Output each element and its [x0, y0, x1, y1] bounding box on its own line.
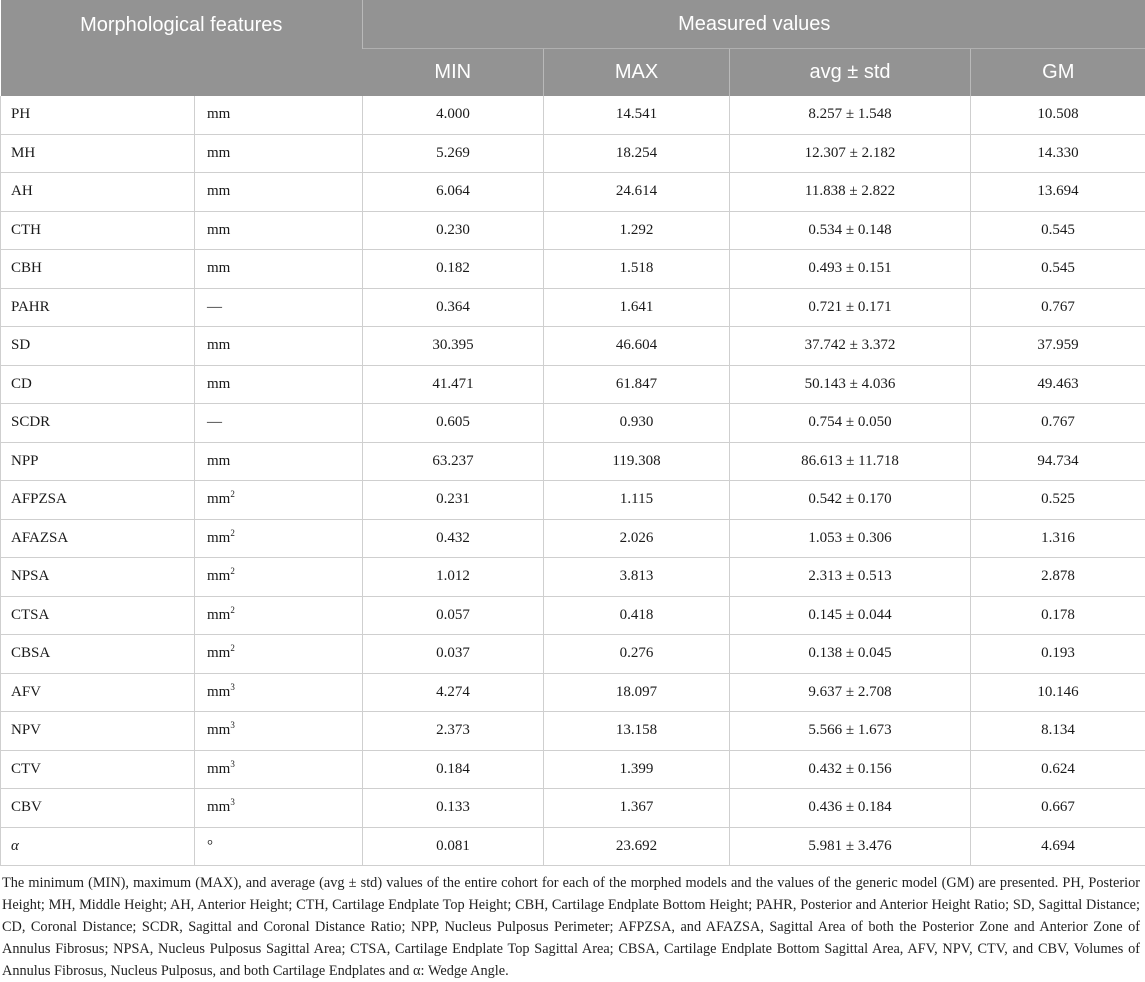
- unit-cell: [195, 404, 363, 443]
- col-header-avg-std: avg ± std: [730, 49, 971, 97]
- min-cell: 0.432: [363, 519, 544, 558]
- table-row: [1, 404, 1145, 443]
- unit-cell: [195, 789, 363, 828]
- avg-std-cell: 37.742 ± 3.372: [730, 327, 971, 366]
- unit-exponent: 3: [230, 720, 235, 730]
- max-cell: 0.930: [544, 404, 730, 443]
- gm-cell: 1.316: [971, 519, 1145, 558]
- min-cell: 41.471: [363, 365, 544, 404]
- gm-cell: 13.694: [971, 173, 1145, 212]
- feature-cell: SCDR: [1, 404, 195, 443]
- unit-cell: [195, 827, 363, 866]
- unit-text: mm: [207, 645, 230, 661]
- feature-cell: CTSA: [1, 596, 195, 635]
- max-cell: 13.158: [544, 712, 730, 751]
- unit-text: mm: [207, 222, 230, 238]
- unit-cell: [195, 750, 363, 789]
- avg-std-cell: 0.138 ± 0.045: [730, 635, 971, 674]
- min-cell: 0.057: [363, 596, 544, 635]
- table-row: [1, 288, 1145, 327]
- feature-cell: MH: [1, 134, 195, 173]
- unit-exponent: 2: [230, 489, 235, 499]
- min-cell: 0.184: [363, 750, 544, 789]
- avg-std-cell: 0.534 ± 0.148: [730, 211, 971, 250]
- max-cell: 1.518: [544, 250, 730, 289]
- avg-std-cell: 50.143 ± 4.036: [730, 365, 971, 404]
- avg-std-cell: 5.566 ± 1.673: [730, 712, 971, 751]
- avg-std-cell: 11.838 ± 2.822: [730, 173, 971, 212]
- table-row: [1, 96, 1145, 134]
- min-cell: 4.274: [363, 673, 544, 712]
- avg-std-cell: 12.307 ± 2.182: [730, 134, 971, 173]
- max-cell: 24.614: [544, 173, 730, 212]
- unit-exponent: 2: [230, 566, 235, 576]
- avg-std-cell: 0.493 ± 0.151: [730, 250, 971, 289]
- measured-values-header: Measured values: [363, 0, 1145, 49]
- gm-cell: 37.959: [971, 327, 1145, 366]
- unit-text: mm: [207, 453, 230, 469]
- unit-text: mm: [207, 761, 230, 777]
- gm-cell: 2.878: [971, 558, 1145, 597]
- max-cell: 3.813: [544, 558, 730, 597]
- unit-text: mm: [207, 183, 230, 199]
- table-row: [1, 827, 1145, 866]
- min-cell: 0.231: [363, 481, 544, 520]
- feature-cell: AFV: [1, 673, 195, 712]
- max-cell: 18.097: [544, 673, 730, 712]
- gm-cell: 0.193: [971, 635, 1145, 674]
- unit-text: mm: [207, 106, 230, 122]
- unit-cell: [195, 173, 363, 212]
- avg-std-cell: 0.436 ± 0.184: [730, 789, 971, 828]
- unit-cell: [195, 96, 363, 134]
- unit-text: mm: [207, 491, 230, 507]
- unit-cell: [195, 596, 363, 635]
- max-cell: 1.367: [544, 789, 730, 828]
- max-cell: 23.692: [544, 827, 730, 866]
- avg-std-cell: 9.637 ± 2.708: [730, 673, 971, 712]
- table-row: [1, 481, 1145, 520]
- unit-text: mm: [207, 337, 230, 353]
- max-cell: 119.308: [544, 442, 730, 481]
- feature-cell: PAHR: [1, 288, 195, 327]
- gm-cell: 49.463: [971, 365, 1145, 404]
- feature-cell: CTH: [1, 211, 195, 250]
- min-cell: 0.364: [363, 288, 544, 327]
- min-cell: 0.605: [363, 404, 544, 443]
- col-header-gm: GM: [971, 49, 1145, 97]
- max-cell: 1.115: [544, 481, 730, 520]
- gm-cell: 0.545: [971, 211, 1145, 250]
- avg-std-cell: 0.542 ± 0.170: [730, 481, 971, 520]
- table-row: [1, 673, 1145, 712]
- table-row: [1, 558, 1145, 597]
- unit-text: °: [207, 838, 213, 854]
- avg-std-cell: 86.613 ± 11.718: [730, 442, 971, 481]
- max-cell: 0.418: [544, 596, 730, 635]
- unit-text: mm: [207, 568, 230, 584]
- gm-cell: 14.330: [971, 134, 1145, 173]
- unit-cell: [195, 211, 363, 250]
- table-row: [1, 250, 1145, 289]
- morphological-features-header: Morphological features: [1, 0, 363, 96]
- unit-text: mm: [207, 799, 230, 815]
- gm-cell: 0.545: [971, 250, 1145, 289]
- table-row: [1, 134, 1145, 173]
- table-row: [1, 750, 1145, 789]
- unit-exponent: 3: [230, 797, 235, 807]
- gm-cell: 94.734: [971, 442, 1145, 481]
- unit-text: —: [207, 414, 222, 430]
- feature-cell: AFPZSA: [1, 481, 195, 520]
- gm-cell: 0.525: [971, 481, 1145, 520]
- feature-cell: AH: [1, 173, 195, 212]
- unit-cell: [195, 365, 363, 404]
- max-cell: 2.026: [544, 519, 730, 558]
- min-cell: 30.395: [363, 327, 544, 366]
- unit-text: mm: [207, 145, 230, 161]
- min-cell: 5.269: [363, 134, 544, 173]
- avg-std-cell: 8.257 ± 1.548: [730, 96, 971, 134]
- unit-cell: [195, 673, 363, 712]
- unit-cell: [195, 635, 363, 674]
- gm-cell: 10.146: [971, 673, 1145, 712]
- table-row: [1, 789, 1145, 828]
- feature-cell: CTV: [1, 750, 195, 789]
- unit-exponent: 2: [230, 605, 235, 615]
- avg-std-cell: 0.754 ± 0.050: [730, 404, 971, 443]
- unit-cell: [195, 250, 363, 289]
- table-row: [1, 365, 1145, 404]
- unit-text: —: [207, 299, 222, 315]
- unit-exponent: 3: [230, 682, 235, 692]
- avg-std-cell: 0.145 ± 0.044: [730, 596, 971, 635]
- unit-exponent: 2: [230, 528, 235, 538]
- table-row: [1, 712, 1145, 751]
- col-header-max: MAX: [544, 49, 730, 97]
- min-cell: 6.064: [363, 173, 544, 212]
- gm-cell: 8.134: [971, 712, 1145, 751]
- feature-cell: AFAZSA: [1, 519, 195, 558]
- gm-cell: 0.624: [971, 750, 1145, 789]
- feature-cell: NPSA: [1, 558, 195, 597]
- gm-cell: 10.508: [971, 96, 1145, 134]
- feature-cell: α: [1, 827, 195, 866]
- avg-std-cell: 5.981 ± 3.476: [730, 827, 971, 866]
- feature-cell: CD: [1, 365, 195, 404]
- feature-cell: CBH: [1, 250, 195, 289]
- avg-std-cell: 0.721 ± 0.171: [730, 288, 971, 327]
- unit-text: mm: [207, 722, 230, 738]
- table-row: [1, 211, 1145, 250]
- table-row: [1, 635, 1145, 674]
- table-footnote: The minimum (MIN), maximum (MAX), and average (avg ± std) values of the entire cohort for each of the morphed models and the values of the generic model (GM) are presented. PH, Posterior Height; MH, Middle Height; AH, Anterior Height; CTH, Cartilage Endplate Top Height; CBH, Cartilage Endplate Bottom Height; PAHR, Posterior and Anterior Height Ratio; SD, Sagittal Distance; CD, Coronal Distance; SCDR, Sagittal and Coronal Distance Ratio; NPP, Nucleus Pulposus Perimeter; AFPZSA, and AFAZSA, Sagittal Area of both the Posterior Zone and Anterior Zone of Annulus Fibrosus; NPSA, Nucleus Pulposus Sagittal Area; CTSA, Cartilage Endplate Top Sagittal Area; CBSA, Cartilage Endplate Bottom Sagittal Area, AFV, NPV, CTV, and CBV, Volumes of Annulus Fibrosus, Nucleus Pulposus, and both Cartilage Endplates and α: Wedge Angle.: [2, 872, 1140, 982]
- gm-cell: 0.667: [971, 789, 1145, 828]
- max-cell: 0.276: [544, 635, 730, 674]
- max-cell: 18.254: [544, 134, 730, 173]
- unit-text: mm: [207, 260, 230, 276]
- unit-exponent: 3: [230, 759, 235, 769]
- unit-cell: [195, 519, 363, 558]
- unit-text: mm: [207, 376, 230, 392]
- unit-text: mm: [207, 530, 230, 546]
- avg-std-cell: 1.053 ± 0.306: [730, 519, 971, 558]
- unit-text: mm: [207, 684, 230, 700]
- min-cell: 0.182: [363, 250, 544, 289]
- min-cell: 2.373: [363, 712, 544, 751]
- table-row: [1, 173, 1145, 212]
- gm-cell: 0.178: [971, 596, 1145, 635]
- unit-cell: [195, 481, 363, 520]
- feature-cell: NPV: [1, 712, 195, 751]
- min-cell: 0.081: [363, 827, 544, 866]
- max-cell: 46.604: [544, 327, 730, 366]
- max-cell: 14.541: [544, 96, 730, 134]
- gm-cell: 0.767: [971, 288, 1145, 327]
- max-cell: 61.847: [544, 365, 730, 404]
- min-cell: 0.230: [363, 211, 544, 250]
- avg-std-cell: 0.432 ± 0.156: [730, 750, 971, 789]
- gm-cell: 0.767: [971, 404, 1145, 443]
- max-cell: 1.641: [544, 288, 730, 327]
- min-cell: 4.000: [363, 96, 544, 134]
- gm-cell: 4.694: [971, 827, 1145, 866]
- unit-cell: [195, 134, 363, 173]
- feature-cell: SD: [1, 327, 195, 366]
- min-cell: 0.037: [363, 635, 544, 674]
- unit-cell: [195, 558, 363, 597]
- unit-exponent: 2: [230, 643, 235, 653]
- unit-cell: [195, 442, 363, 481]
- max-cell: 1.292: [544, 211, 730, 250]
- feature-cell: CBV: [1, 789, 195, 828]
- min-cell: 1.012: [363, 558, 544, 597]
- min-cell: 63.237: [363, 442, 544, 481]
- table-header: [1, 0, 1145, 96]
- avg-std-cell: 2.313 ± 0.513: [730, 558, 971, 597]
- max-cell: 1.399: [544, 750, 730, 789]
- table-row: [1, 519, 1145, 558]
- unit-text: mm: [207, 607, 230, 623]
- unit-cell: [195, 288, 363, 327]
- unit-cell: [195, 712, 363, 751]
- table-body: [1, 96, 1145, 866]
- feature-cell: PH: [1, 96, 195, 134]
- table-row: [1, 327, 1145, 366]
- unit-cell: [195, 327, 363, 366]
- feature-cell: NPP: [1, 442, 195, 481]
- feature-cell: CBSA: [1, 635, 195, 674]
- table-row: [1, 442, 1145, 481]
- col-header-min: MIN: [363, 49, 544, 97]
- min-cell: 0.133: [363, 789, 544, 828]
- table-row: [1, 596, 1145, 635]
